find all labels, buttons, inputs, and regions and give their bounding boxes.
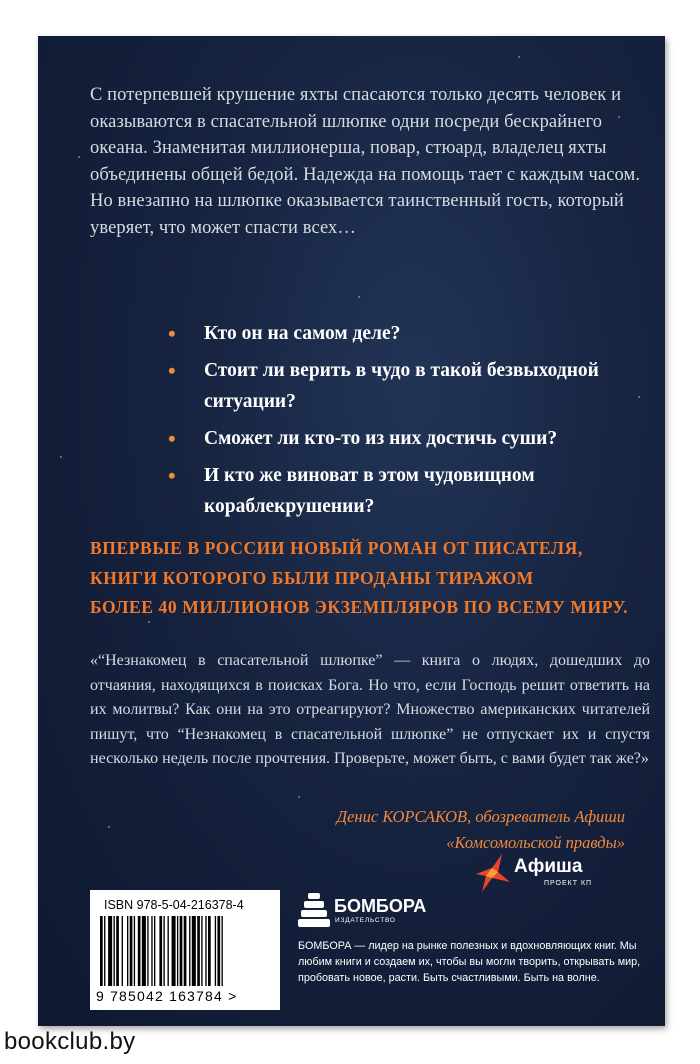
afisha-name: Афиша [514,856,583,877]
star-decoration [78,156,80,158]
barcode-bar [168,916,169,986]
isbn-label: ISBN 978-5-04-216378-4 [104,898,244,912]
barcode-bar [192,916,196,986]
author-line: «Комсомольской правды» [446,833,625,852]
bullet-icon: • [168,321,176,346]
question-text: И кто же виноват в этом чудовищном кораблекрушении? [204,465,535,517]
list-item [168,423,638,454]
barcode-bar [222,916,223,986]
list-item [168,355,638,417]
question-text: Кто он на самом деле? [204,323,401,344]
barcode-bar [127,916,128,986]
barcode [90,890,280,1010]
barcode-bar [130,916,133,986]
barcode-bar [134,916,135,986]
barcode-bar [180,916,183,986]
bullet-icon: • [168,358,176,383]
question-text: Сможет ли кто-то из них достичь суши? [204,428,558,449]
list-item [168,460,638,522]
barcode-bar [184,916,187,986]
review-quote: «“Незнакомец в спасательной шлюпке” — книга о людях, дошедших до отчаяния, находящихся в поисках Бога. Но что, если Господь решит ответить на их молитвы? Как они на это отреагируют? Множество американских читателей пишут, что “Незнакомец в спасательной шлюпке” не отпускает их и спустя несколько недель после прочтения. Проверьте, может быть, с вами будет так же?» [90,652,650,767]
star-decoration [518,56,520,58]
barcode-bar [147,916,148,986]
list-item [168,318,638,349]
barcode-bar [217,916,220,986]
barcode-bar [138,916,141,986]
barcode-bar [205,916,206,986]
site-watermark: bookclub.by [4,1028,136,1055]
barcode-bar [108,916,112,986]
question-list [168,318,638,528]
promo-line: ВПЕРВЫЕ В РОССИИ НОВЫЙ РОМАН ОТ ПИСАТЕЛЯ, [90,538,583,558]
barcode-bar [189,916,190,986]
synopsis [90,82,650,241]
promo-line: БОЛЕЕ 40 МИЛЛИОНОВ ЭКЗЕМПЛЯРОВ ПО ВСЕМУ МИРУ. [90,597,629,617]
bullet-icon: • [168,463,176,488]
barcode-bar [154,916,155,986]
star-decoration [638,396,640,398]
bombora-logo [298,891,438,931]
star-decoration [108,826,110,828]
barcode-bar [163,916,164,986]
barcode-bar [201,916,202,986]
afisha-logo [472,852,622,898]
barcode-bar [122,916,123,986]
book-back-cover [38,36,665,1026]
barcode-bar [116,916,119,986]
barcode-bar [159,916,162,986]
star-decoration [298,796,300,798]
quote-attribution [205,804,625,856]
barcode-bar [215,916,216,986]
promo-line: КНИГИ КОТОРОГО БЫЛИ ПРОДАНЫ ТИРАЖОМ [90,567,534,588]
barcode-bar [208,916,211,986]
barcode-bar [114,916,115,986]
barcode-bar [151,916,152,986]
bullet-icon: • [168,426,176,451]
barcode-bar [172,916,176,986]
author-line: Денис КОРСАКОВ, обозреватель Афиши [336,807,625,826]
bombora-emblem-icon [298,891,330,929]
promo-banner [90,534,660,623]
bombora-name: БОМБОРА [334,896,427,916]
question-text: Стоит ли верить в чудо в такой безвыходной ситуации? [204,360,599,412]
barcode-bar [100,916,103,986]
barcode-digits: 9 785042 163784 > [96,988,238,1004]
star-decoration [358,296,360,298]
barcode-bar [104,916,105,986]
bombora-subtitle: ИЗДАТЕЛЬСТВО [335,917,396,924]
barcode-bar [142,916,146,986]
synopsis-text: С потерпевшей крушение яхты спасаются только десять человек и оказываются в спасательной шлюпке одни посреди бескрайнего океана. Знаменитая миллионерша, повар, стюард, владелец яхты объединены общей бедой. Надежда на помощь тает с каждым часом. Но внезапно на шлюпке оказывается таинственный гость, который уверяет, что может спасти всех… [90,85,641,238]
publisher-description: БОМБОРА — лидер на рынке полезных и вдохновляющих книг. Мы любим книги и создаем их, чтобы вы могли творить, открывать мир, пробовать новое, расти. Быть счастливыми. Быть на волне. [298,940,641,984]
barcode-bar [177,916,178,986]
barcode-bar [197,916,200,986]
star-decoration [60,456,62,458]
star-burst-icon [472,852,512,896]
afisha-subtitle: ПРОЕКТ КП [544,880,593,887]
barcode-icon [100,916,270,988]
